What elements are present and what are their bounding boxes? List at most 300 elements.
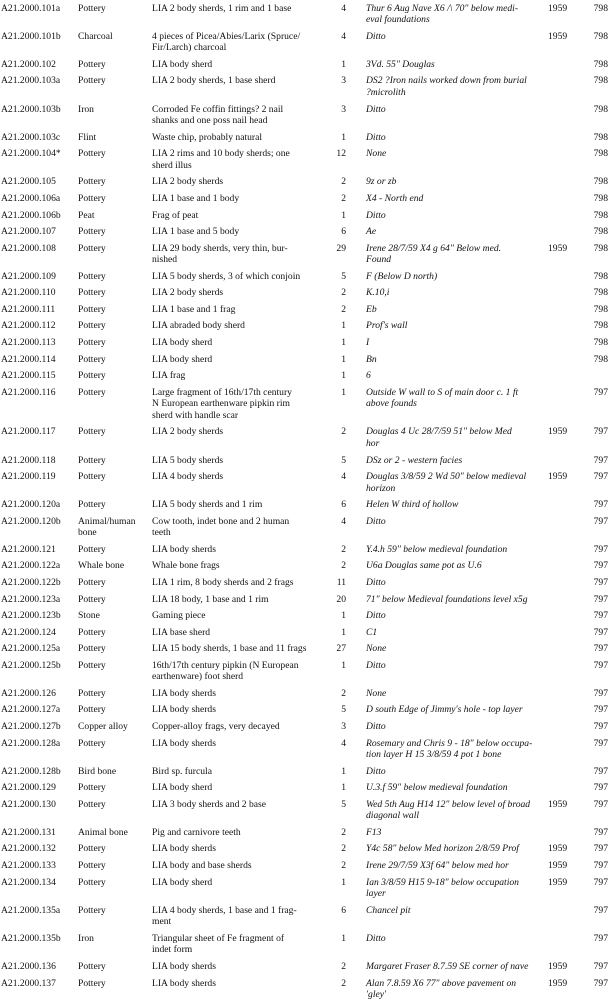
context-note: 9z or zb — [366, 176, 397, 188]
material: Animal/human bone — [78, 515, 136, 539]
accession-number: A21.2000.136 — [1, 961, 56, 972]
box-number: 797 — [593, 876, 608, 888]
description: 4 pieces of Picea/Abies/Larix (Spruce/ — [152, 30, 301, 42]
context-note: Ditto — [366, 720, 386, 732]
material: Charcoal — [78, 30, 113, 42]
context-note: layer — [366, 888, 386, 900]
item-count: 1 — [341, 58, 346, 70]
description: Copper-alloy frags, very decayed — [152, 720, 280, 732]
box-number: 798 — [593, 192, 608, 204]
context-note: Margaret Fraser 8.7.59 SE corner of nave — [366, 961, 529, 972]
box-number: 798 — [593, 2, 608, 14]
table-row — [0, 704, 612, 716]
material: Pottery — [78, 386, 106, 398]
description: LIA body sherd — [152, 876, 213, 888]
description: LIA 3 body sherds and 2 base — [152, 798, 267, 810]
description: earthenware) foot sherd — [152, 671, 244, 683]
box-number: 797 — [593, 386, 608, 398]
accession-number: A21.2000.117 — [1, 426, 56, 438]
description: LIA 2 body sherds, 1 base sherd — [152, 75, 276, 87]
description: Bird sp. furcula — [152, 765, 212, 777]
box-number: 797 — [593, 471, 608, 482]
item-count: 3 — [341, 720, 346, 732]
table-row — [0, 287, 612, 299]
description: LIA body sherds — [152, 737, 216, 749]
accession-number: A21.2000.114 — [1, 353, 56, 365]
context-note: above founds — [366, 398, 417, 410]
accession-number: A21.2000.103b — [1, 103, 61, 115]
description: Large fragment of 16th/17th century — [152, 386, 292, 398]
accession-number: A21.2000.112 — [1, 320, 56, 332]
box-number: 797 — [593, 593, 608, 605]
description: LIA 18 body, 1 base and 1 rim — [152, 593, 269, 605]
description: Cow tooth, indet bone and 2 human — [152, 515, 290, 527]
description: indet form — [152, 944, 193, 956]
description: LIA body sherds — [152, 704, 216, 716]
box-number: 797 — [593, 961, 608, 972]
item-count: 1 — [341, 209, 346, 221]
material: Pottery — [78, 370, 106, 381]
box-number: 798 — [593, 131, 608, 143]
table-row — [0, 660, 612, 683]
context-note: F (Below D north) — [366, 270, 438, 282]
material: Pottery — [78, 192, 106, 204]
year: 1959 — [548, 426, 568, 438]
description: LIA body sherd — [152, 353, 213, 365]
table-row — [0, 610, 612, 622]
accession-number: A21.2000.120b — [1, 515, 61, 527]
context-note: eval foundations — [366, 14, 430, 26]
item-count: 4 — [341, 2, 346, 14]
box-number: 797 — [593, 782, 608, 794]
description: LIA 5 body sherds — [152, 454, 224, 466]
item-count: 5 — [341, 798, 346, 810]
context-note: Ditto — [366, 103, 386, 115]
accession-number: A21.2000.124 — [1, 626, 56, 638]
accession-number: A21.2000.128b — [1, 765, 61, 777]
accession-number: A21.2000.121 — [1, 543, 56, 555]
box-number: 797 — [593, 426, 608, 438]
table-row — [0, 544, 612, 556]
item-count: 4 — [341, 30, 346, 42]
accession-number: A21.2000.105 — [1, 176, 56, 188]
material: Pottery — [78, 242, 106, 254]
accession-number: A21.2000.122b — [1, 576, 61, 588]
item-count: 1 — [341, 610, 346, 621]
accession-number: A21.2000.102 — [1, 58, 56, 70]
box-number: 797 — [593, 576, 608, 588]
item-count: 2 — [341, 192, 346, 204]
context-note: None — [366, 687, 387, 699]
item-count: 2 — [341, 303, 346, 315]
table-row — [0, 688, 612, 700]
accession-number: A21.2000.122a — [1, 560, 61, 572]
box-number: 797 — [593, 560, 608, 572]
accession-number: A21.2000.113 — [1, 336, 56, 348]
table-row — [0, 860, 612, 872]
box-number: 798 — [593, 353, 608, 365]
description: Gaming piece — [152, 610, 206, 621]
year: 1959 — [548, 30, 568, 42]
context-note: C1 — [366, 626, 378, 638]
material: Peat — [78, 209, 95, 221]
item-count: 1 — [341, 765, 346, 777]
accession-number: A21.2000.127a — [1, 704, 61, 716]
description: LIA body sherd — [152, 336, 213, 348]
context-note: DSz or 2 - western facies — [366, 454, 463, 466]
context-note: Ae — [366, 226, 377, 237]
material: Pottery — [78, 270, 106, 282]
box-number: 797 — [593, 454, 608, 466]
item-count: 1 — [341, 336, 346, 348]
accession-number: A21.2000.130 — [1, 798, 56, 810]
material: Pottery — [78, 593, 106, 605]
description: Whale bone frags — [152, 560, 220, 572]
item-count: 3 — [341, 103, 346, 115]
context-note: Wed 5th Aug H14 12" below level of broad — [366, 798, 531, 810]
accession-number: A21.2000.127b — [1, 720, 61, 732]
box-number: 797 — [593, 626, 608, 638]
accession-number: A21.2000.101a — [1, 2, 61, 14]
table-row — [0, 320, 612, 332]
item-count: 1 — [341, 131, 346, 143]
accession-number: A21.2000.104* — [1, 148, 61, 160]
description: teeth — [152, 527, 171, 539]
box-number: 797 — [593, 659, 608, 671]
table-row — [0, 176, 612, 188]
box-number: 798 — [593, 303, 608, 315]
table-row — [0, 905, 612, 928]
material: Pottery — [78, 499, 106, 511]
table-row — [0, 961, 612, 973]
description: Corroded Fe coffin fittings? 2 nail — [152, 103, 284, 115]
item-count: 6 — [341, 499, 346, 511]
table-row — [0, 594, 612, 606]
accession-number: A21.2000.123b — [1, 610, 61, 621]
description: LIA 2 body sherds, 1 rim and 1 base — [152, 2, 292, 14]
year: 1959 — [548, 471, 568, 482]
accession-number: A21.2000.103c — [1, 131, 61, 143]
description: LIA abraded body sherd — [152, 320, 245, 332]
material: Stone — [78, 610, 100, 621]
description: LIA 2 body sherds — [152, 426, 224, 438]
description: LIA 1 base and 5 body — [152, 226, 240, 237]
accession-number: A21.2000.118 — [1, 454, 56, 466]
context-note: Irene 28/7/59 X4 g 64" Below med. — [366, 242, 502, 254]
table-row — [0, 226, 612, 238]
context-note: 'gley' — [366, 989, 387, 1001]
item-count: 27 — [336, 643, 346, 655]
description: Fir/Larch) charcoal — [152, 42, 227, 54]
item-count: 4 — [341, 515, 346, 527]
description: LIA 4 body sherds, 1 base and 1 frag- — [152, 904, 297, 916]
accession-number: A21.2000.135b — [1, 932, 61, 944]
year: 1959 — [548, 977, 568, 989]
description: LIA frag — [152, 370, 186, 381]
description: LIA body sherds — [152, 687, 216, 699]
material: Bird bone — [78, 765, 117, 777]
table-row — [0, 3, 612, 26]
material: Pottery — [78, 454, 106, 466]
accession-number: A21.2000.125a — [1, 643, 61, 655]
accession-number: A21.2000.106b — [1, 209, 61, 221]
context-note: Douglas 3/8/59 2 Wd 50" below medieval — [366, 471, 527, 482]
item-count: 5 — [341, 454, 346, 466]
context-note: Alan 7.8.59 X6 77" above pavement on — [366, 977, 517, 989]
description: LIA 1 base and 1 frag — [152, 303, 236, 315]
item-count: 2 — [341, 961, 346, 972]
item-count: 2 — [341, 176, 346, 188]
material: Pottery — [78, 2, 106, 14]
box-number: 797 — [593, 543, 608, 555]
item-count: 2 — [341, 543, 346, 555]
material: Copper alloy — [78, 720, 128, 732]
table-row — [0, 782, 612, 794]
accession-number: A21.2000.103a — [1, 75, 61, 87]
table-row — [0, 877, 612, 900]
table-row — [0, 370, 612, 382]
box-number: 798 — [593, 58, 608, 70]
box-number: 797 — [593, 765, 608, 777]
context-note: Outside W wall to S of main door c. 1 ft — [366, 386, 519, 398]
material: Pottery — [78, 320, 106, 332]
table-row — [0, 766, 612, 778]
material: Whale bone — [78, 560, 125, 572]
context-note: F13 — [366, 826, 382, 838]
box-number: 798 — [593, 30, 608, 42]
description: LIA body sherd — [152, 58, 213, 70]
accession-number: A21.2000.137 — [1, 977, 56, 989]
year: 1959 — [548, 798, 568, 810]
table-row — [0, 843, 612, 855]
table-row — [0, 799, 612, 822]
box-number: 797 — [593, 904, 608, 916]
context-note: U6a Douglas same pot as U.6 — [366, 560, 482, 572]
box-number: 798 — [593, 148, 608, 160]
accession-number: A21.2000.129 — [1, 782, 56, 794]
description: shanks and one poss nail head — [152, 115, 268, 127]
material: Pottery — [78, 75, 106, 87]
accession-number: A21.2000.135a — [1, 904, 61, 916]
material: Flint — [78, 131, 97, 143]
material: Pottery — [78, 303, 106, 315]
accession-number: A21.2000.106a — [1, 192, 61, 204]
context-note: Bn — [366, 353, 377, 365]
description: LIA 2 body sherds — [152, 176, 224, 188]
box-number: 797 — [593, 515, 608, 527]
accession-number: A21.2000.126 — [1, 687, 56, 699]
context-note: Ditto — [366, 610, 386, 621]
material: Animal bone — [78, 826, 128, 838]
item-count: 1 — [341, 932, 346, 944]
material: Pottery — [78, 226, 106, 237]
context-note: Ditto — [366, 30, 386, 42]
description: Frag of peat — [152, 209, 199, 221]
item-count: 2 — [341, 977, 346, 989]
accession-number: A21.2000.125b — [1, 659, 61, 671]
description: Waste chip, probably natural — [152, 131, 263, 143]
item-count: 2 — [341, 826, 346, 838]
item-count: 20 — [336, 593, 346, 605]
material: Pottery — [78, 148, 106, 160]
box-number: 797 — [593, 826, 608, 838]
context-note: None — [366, 148, 387, 160]
description: LIA 2 body sherds — [152, 287, 224, 299]
item-count: 3 — [341, 75, 346, 87]
box-number: 798 — [593, 242, 608, 254]
context-note: I — [366, 336, 370, 348]
box-number: 797 — [593, 843, 608, 855]
table-row — [0, 59, 612, 71]
item-count: 4 — [341, 471, 346, 482]
description: N European earthenware pipkin rim — [152, 398, 290, 410]
description: LIA body sherds — [152, 843, 216, 855]
item-count: 6 — [341, 226, 346, 237]
item-count: 2 — [341, 560, 346, 572]
material: Pottery — [78, 353, 106, 365]
table-row — [0, 738, 612, 761]
context-note: Ian 3/8/59 H15 9-18" below occupation — [366, 876, 519, 888]
material: Iron — [78, 103, 94, 115]
item-count: 1 — [341, 659, 346, 671]
table-row — [0, 75, 612, 98]
item-count: 1 — [341, 353, 346, 365]
item-count: 2 — [341, 287, 346, 299]
material: Pottery — [78, 876, 106, 888]
context-note: Prof's wall — [366, 320, 408, 332]
material: Pottery — [78, 737, 106, 749]
table-row — [0, 104, 612, 127]
material: Pottery — [78, 543, 106, 555]
material: Pottery — [78, 336, 106, 348]
context-note: Rosemary and Chris 9 - 18" below occupa- — [366, 737, 533, 749]
item-count: 1 — [341, 876, 346, 888]
context-note: Ditto — [366, 932, 386, 944]
material: Pottery — [78, 843, 106, 855]
box-number: 798 — [593, 320, 608, 332]
table-row — [0, 132, 612, 144]
table-row — [0, 721, 612, 733]
context-note: diagonal wall — [366, 810, 420, 822]
context-note: Irene 29/7/59 X3f 64" below med hor — [366, 860, 509, 871]
table-row — [0, 499, 612, 511]
box-number: 798 — [593, 209, 608, 221]
accession-number: A21.2000.120a — [1, 499, 61, 511]
box-number: 797 — [593, 499, 608, 511]
material: Pottery — [78, 287, 106, 299]
item-count: 29 — [336, 242, 346, 254]
item-count: 2 — [341, 843, 346, 855]
item-count: 2 — [341, 860, 346, 871]
description: LIA body sherds — [152, 961, 216, 972]
material: Pottery — [78, 471, 106, 482]
box-number: 798 — [593, 103, 608, 115]
description: sherd illus — [152, 159, 192, 171]
box-number: 798 — [593, 336, 608, 348]
table-row — [0, 933, 612, 956]
item-count: 1 — [341, 370, 346, 381]
description: LIA body sherds — [152, 977, 216, 989]
accession-number: A21.2000.110 — [1, 287, 56, 299]
table-row — [0, 426, 612, 449]
table-row — [0, 577, 612, 589]
material: Pottery — [78, 704, 106, 716]
material: Pottery — [78, 643, 106, 655]
table-row — [0, 387, 612, 422]
box-number: 797 — [593, 932, 608, 944]
description: LIA body sherd — [152, 782, 213, 794]
box-number: 797 — [593, 704, 608, 716]
table-row — [0, 271, 612, 283]
description: LIA 5 body sherds and 1 rim — [152, 499, 263, 511]
table-row — [0, 560, 612, 572]
box-number: 798 — [593, 75, 608, 87]
box-number: 798 — [593, 270, 608, 282]
material: Pottery — [78, 961, 106, 972]
context-note: tion layer H 15 3/8/59 4 pot 1 bone — [366, 749, 502, 761]
description: LIA 29 body sherds, very thin, bur- — [152, 242, 288, 254]
table-row — [0, 304, 612, 316]
material: Pottery — [78, 659, 106, 671]
context-note: Y.4.h 59" below medieval foundation — [366, 543, 508, 555]
box-number: 797 — [593, 720, 608, 732]
item-count: 1 — [341, 626, 346, 638]
item-count: 12 — [336, 148, 346, 160]
table-row — [0, 627, 612, 639]
context-note: 6 — [366, 370, 371, 381]
context-note: Ditto — [366, 659, 386, 671]
table-row — [0, 643, 612, 655]
context-note: Ditto — [366, 765, 386, 777]
table-row — [0, 148, 612, 171]
accession-number: A21.2000.132 — [1, 843, 56, 855]
item-count: 2 — [341, 426, 346, 438]
accession-number: A21.2000.119 — [1, 471, 56, 482]
context-note: Chancel pit — [366, 904, 411, 916]
accession-number: A21.2000.128a — [1, 737, 61, 749]
context-note: U.3.f 59" below medieval foundation — [366, 782, 508, 794]
material: Pottery — [78, 860, 106, 871]
description: nished — [152, 254, 178, 266]
accession-number: A21.2000.111 — [1, 303, 56, 315]
accession-number: A21.2000.131 — [1, 826, 56, 838]
box-number: 797 — [593, 643, 608, 655]
context-note: DS2 ?Iron nails worked down from burial — [366, 75, 527, 87]
context-note: Helen W third of hollow — [366, 499, 459, 511]
description: LIA 1 base and 1 body — [152, 192, 240, 204]
table-row — [0, 337, 612, 349]
box-number: 797 — [593, 737, 608, 749]
year: 1959 — [548, 961, 568, 972]
table-row — [0, 978, 612, 1001]
table-row — [0, 516, 612, 539]
context-note: Douglas 4 Uc 28/7/59 51" below Med — [366, 426, 512, 438]
box-number: 798 — [593, 226, 608, 237]
table-row — [0, 827, 612, 839]
material: Pottery — [78, 426, 106, 438]
box-number: 797 — [593, 860, 608, 871]
material: Pottery — [78, 977, 106, 989]
context-note: Ditto — [366, 576, 386, 588]
material: Pottery — [78, 176, 106, 188]
item-count: 5 — [341, 704, 346, 716]
description: sherd with handle scar — [152, 409, 239, 421]
context-note: Ditto — [366, 515, 386, 527]
context-note: None — [366, 643, 387, 655]
accession-number: A21.2000.133 — [1, 860, 56, 871]
box-number: 798 — [593, 176, 608, 188]
description: ment — [152, 916, 172, 928]
